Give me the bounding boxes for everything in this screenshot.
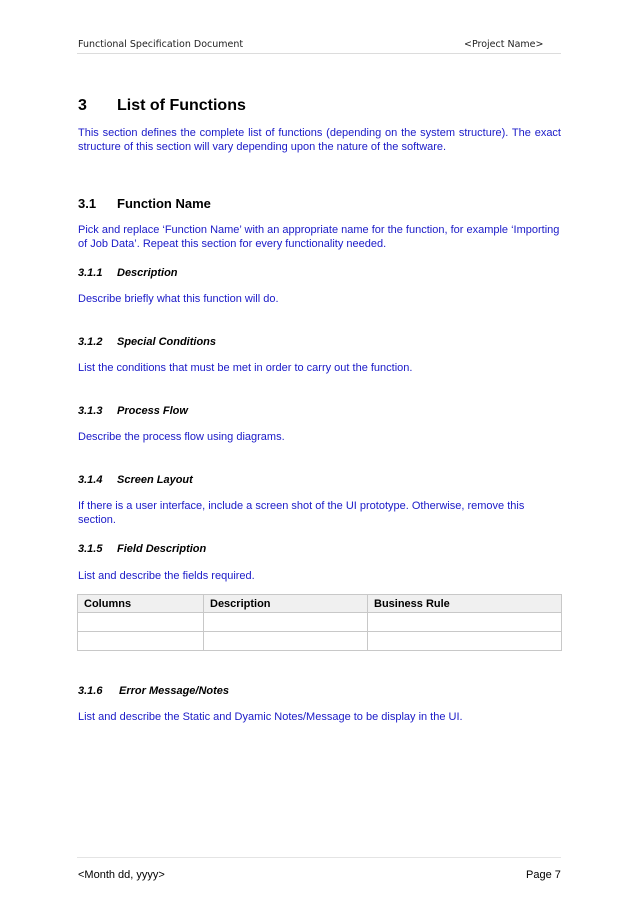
section-3-1-3-heading <box>78 405 188 417</box>
table-cell <box>78 632 204 651</box>
header-project-name: <Project Name> <box>464 39 544 50</box>
section-3-1-6-number: 3.1.6 <box>78 685 103 697</box>
section-3-1-heading <box>78 196 211 211</box>
section-3-1-5-heading <box>78 543 206 555</box>
section-3-1-3-text: Describe the process flow using diagrams. <box>78 431 285 443</box>
section-3-1-5-text: List and describe the fields required. <box>78 570 255 582</box>
field-description-table <box>77 594 562 651</box>
section-3-1-title: Function Name <box>117 196 211 211</box>
footer-page-number: Page 7 <box>526 869 561 881</box>
section-3-1-6-title: Error Message/Notes <box>119 685 230 697</box>
section-3-1-4-text: If there is a user interface, include a screen shot of the UI prototype. Otherwise, remove this section. <box>78 500 525 526</box>
section-3-1-5-title: Field Description <box>117 543 207 555</box>
section-3-1-6-text: List and describe the Static and Dyamic Notes/Message to be display in the UI. <box>78 711 463 723</box>
section-3-1-2-title: Special Conditions <box>117 336 217 348</box>
section-3-1-4-title: Screen Layout <box>117 474 193 486</box>
section-3-1-3-title: Process Flow <box>117 405 188 417</box>
table-cell <box>204 613 368 632</box>
section-3-heading <box>78 97 246 115</box>
section-3-1-1-title: Description <box>117 267 178 279</box>
section-3-1-1-text: Describe briefly what this function will do. <box>78 293 279 305</box>
section-3-1-5-number: 3.1.5 <box>78 543 103 555</box>
header-document-title: Functional Specification Document <box>78 39 244 50</box>
table-cell <box>204 632 368 651</box>
table-header-business-rule: Business Rule <box>368 595 562 613</box>
footer-date: <Month dd, yyyy> <box>78 869 165 881</box>
table-cell <box>368 632 562 651</box>
table-cell <box>368 613 562 632</box>
table-header-columns: Columns <box>78 595 204 613</box>
section-3-1-6-heading <box>78 685 229 697</box>
section-3-1-2-heading <box>78 336 216 348</box>
section-3-text: This section defines the complete list of functions (depending on the system structure). The exact structure of this section will vary depending upon the nature of the software. <box>78 127 561 153</box>
section-3-1-number: 3.1 <box>78 196 97 211</box>
section-3-1-text: Pick and replace ‘Function Name’ with an appropriate name for the function, for example ‘Importing of Job Data’. Repeat this section for every functionality needed. <box>78 224 560 250</box>
section-3-1-3-number: 3.1.3 <box>78 405 103 417</box>
table-cell <box>78 613 204 632</box>
section-3-1-4-heading <box>78 474 193 486</box>
table-header-description: Description <box>204 595 368 613</box>
section-3-title: List of Functions <box>117 97 246 114</box>
table-row <box>78 632 562 651</box>
section-3-1-1-heading <box>78 267 178 279</box>
section-3-1-2-number: 3.1.2 <box>78 336 103 348</box>
footer-divider <box>77 857 561 858</box>
section-3-number: 3 <box>78 97 87 114</box>
section-3-1-4-number: 3.1.4 <box>78 474 103 486</box>
section-3-1-2-text: List the conditions that must be met in order to carry out the function. <box>78 362 413 374</box>
header-divider <box>77 53 561 54</box>
table-header-row <box>78 595 562 613</box>
section-3-1-1-number: 3.1.1 <box>78 267 103 279</box>
table-row <box>78 613 562 632</box>
